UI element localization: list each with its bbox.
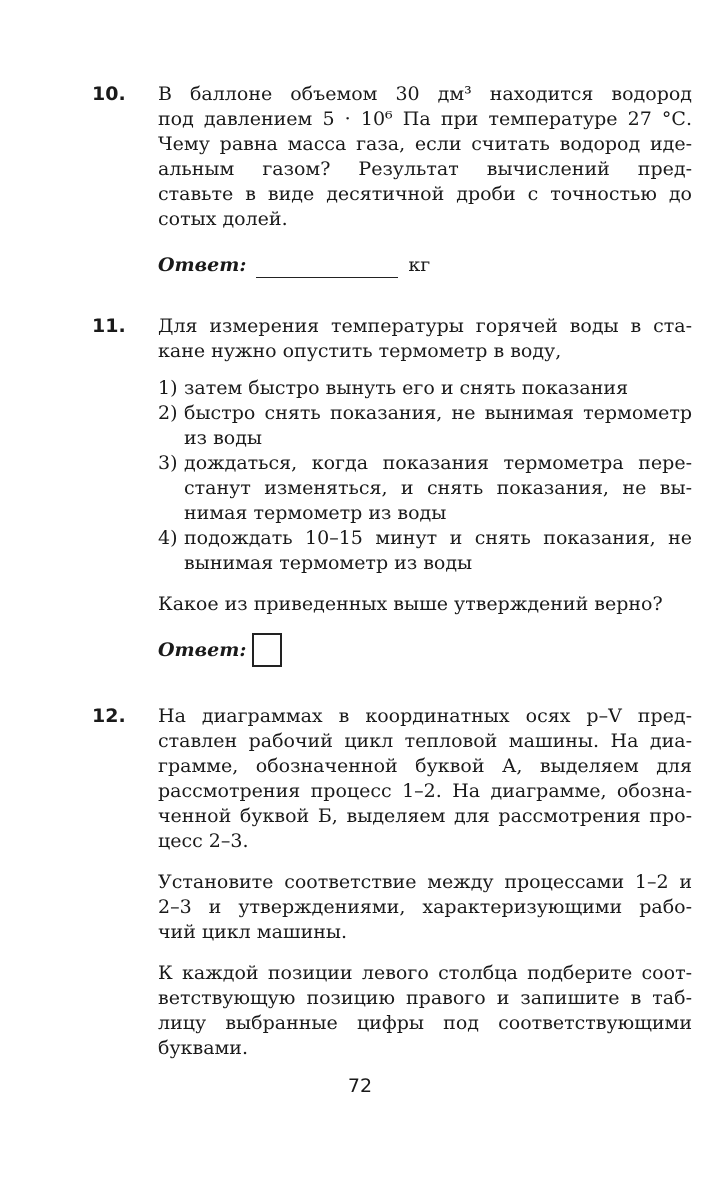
answer-row bbox=[158, 250, 692, 278]
answer-label: Ответ: bbox=[158, 254, 247, 276]
problem-number: 12. bbox=[92, 705, 126, 727]
problem-number: 11. bbox=[92, 315, 126, 337]
option-line: вынимая термометр из воды bbox=[184, 552, 473, 574]
text-line: Для измерения температуры горячей воды в ста- bbox=[158, 315, 692, 337]
option-line: из воды bbox=[184, 427, 263, 449]
option-2 bbox=[158, 401, 692, 451]
option-number: 4) bbox=[158, 527, 178, 549]
text-line: Чему равна масса газа, если считать водород иде- bbox=[158, 133, 692, 155]
text-line: К каждой позиции левого столбца подберите соот- bbox=[158, 962, 692, 984]
option-line: станут изменяться, и снять показания, не вы- bbox=[184, 477, 692, 499]
text-line: чий цикл машины. bbox=[158, 921, 348, 943]
text-line: кане нужно опустить термометр в воду, bbox=[158, 340, 562, 362]
text-line: альным газом? Результат вычислений пред- bbox=[158, 158, 692, 180]
answer-row bbox=[158, 631, 692, 669]
option-number: 1) bbox=[158, 377, 178, 399]
problem-number: 10. bbox=[92, 83, 126, 105]
text-line: грамме, обозначенной буквой А, выделяем для bbox=[158, 755, 692, 777]
text-line: буквами. bbox=[158, 1037, 248, 1059]
option-4 bbox=[158, 526, 692, 576]
option-line: дождаться, когда показания термометра пере- bbox=[184, 452, 692, 474]
text-line: цесс 2–3. bbox=[158, 830, 249, 852]
answer-field[interactable] bbox=[256, 257, 398, 278]
option-line: быстро снять показания, не вынимая термометр bbox=[184, 402, 692, 424]
page-number: 72 bbox=[347, 1075, 373, 1097]
text-line: сотых долей. bbox=[158, 208, 288, 230]
option-line: подождать 10–15 минут и снять показания, не bbox=[184, 527, 692, 549]
problem-text bbox=[158, 82, 692, 278]
text-line: под давлением 5 · 10⁶ Па при температуре 27 °С. bbox=[158, 108, 692, 130]
question-text: Какое из приведенных выше утверждений верно? bbox=[158, 593, 663, 615]
problem-text bbox=[158, 314, 692, 669]
option-line: затем быстро вынуть его и снять показания bbox=[184, 377, 629, 399]
text-line: ветствующую позицию правого и запишите в таб- bbox=[158, 987, 692, 1009]
text-line: рассмотрения процесс 1–2. На диаграмме, обозна- bbox=[158, 780, 692, 802]
answer-unit: кг bbox=[408, 254, 431, 276]
text-line: Установите соответствие между процессами 1–2 и bbox=[158, 871, 692, 893]
option-3 bbox=[158, 451, 692, 526]
answer-label: Ответ: bbox=[158, 638, 247, 661]
text-line: ченной буквой Б, выделяем для рассмотрения про- bbox=[158, 805, 692, 827]
text-line: На диаграммах в координатных осях p–V пред- bbox=[158, 705, 692, 727]
option-1 bbox=[158, 376, 692, 401]
text-line: В баллоне объемом 30 дм³ находится водород bbox=[158, 83, 692, 105]
text-line: 2–3 и утверждениями, характеризующими рабо- bbox=[158, 896, 692, 918]
option-number: 2) bbox=[158, 402, 178, 424]
text-line: ставлен рабочий цикл тепловой машины. На диа- bbox=[158, 730, 692, 752]
problem-text bbox=[158, 704, 692, 1061]
option-number: 3) bbox=[158, 452, 178, 474]
answer-box[interactable] bbox=[252, 633, 282, 667]
text-line: лицу выбранные цифры под соответствующими bbox=[158, 1012, 692, 1034]
text-line: ставьте в виде десятичной дроби с точностью до bbox=[158, 183, 692, 205]
option-line: нимая термометр из воды bbox=[184, 502, 447, 524]
